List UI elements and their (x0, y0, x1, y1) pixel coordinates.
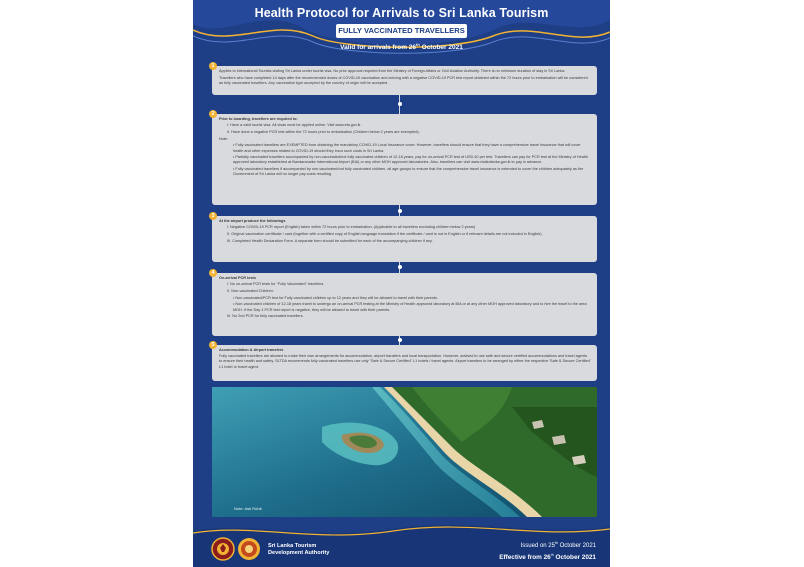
section-4-panel (212, 273, 597, 336)
section-1-line: Travellers who have completed 14 days after the recommended doses of COVID-19 vaccination and arriving with a negative COVID-19 PCR test report obtained within the 72 hours prior to embarkation will be considered as fully vaccinated travellers. Any vaccination type accepted by the country of origin will be accepted. (219, 75, 588, 85)
valid-prefix: Valid for arrivals from 26 (340, 44, 417, 52)
valid-suffix: October 2021 (419, 44, 463, 52)
photo-credit: Note: Ask Rohit (234, 506, 262, 511)
section-4-bullet: • Non-vaccinated children of 12-18 years travel to undergo an on-arrival PCR testing at the Ministry of Health approved laboratory at BIA or at any other MOH approved laboratory and to hire the travel to the area MOH. If the Day 1 PCR test report is negative, they will be allowed to travel with their parents. (233, 302, 587, 312)
poster-title: Health Protocol for Arrivals to Sri Lanka Tourism (254, 6, 549, 20)
section-3-item: II. Original vaccination certificate / card (together with a certified copy of English language translation if the certificate / card is not in English or if relevant details are not included in English). (227, 231, 543, 236)
section-2-bullet-text: Partially vaccinated travellers accompanied by non-vaccinated/not fully vaccinated children of 12-18 years, pay for on-arrival PCR test of USD 40 per test. Travellers can pay for PCR test at the Ministry of Health approved laboratory established at Bandaranaike International Airport (BIA) or any other MOH approved laboratories. Also, travellers can visit www.visitsrilanka.gov.lk to pay in advance. (233, 155, 588, 165)
section-2-heading: Prior to boarding, travellers are required to: (219, 117, 298, 121)
sltda-line-2: Development Authority (268, 550, 330, 556)
connector-dot (398, 102, 402, 106)
section-2-bullet: • Fully vaccinated travellers if accompanied by non-vaccinated/not fully vaccinated children, all age groups to ensure that the comprehensive travel insurance is extended to cover the children adequately as the Government of Sri Lanka will no longer pay costs resulting. (233, 167, 584, 177)
section-3-heading: At the airport produce the followings (219, 219, 286, 223)
issued-sup: th (554, 541, 558, 545)
section-4-tail: III. No 2nd PCR for fully vaccinated travellers. (227, 314, 304, 319)
valid-date (193, 42, 610, 51)
connector-dot (398, 338, 402, 342)
coastline-aerial-photo (212, 387, 597, 517)
issued-on (499, 539, 596, 551)
section-5-heading: Accommodation & Airport transfers (219, 348, 284, 352)
section-2-bullet-text: Fully vaccinated travellers are EXEMPTED from obtaining the mandatory COVID-19 Local Insurance cover. However, travellers should ensure that they have a comprehensive travel insurance that will cover health and other expenses related to COVID-19 should they incur such costs in Sri Lanka. (233, 143, 581, 153)
section-4-bullet: • Non-vaccinated/PCR test for Fully vaccinated children up to 12 years and they will be allowed to travel with their parents. (233, 295, 438, 300)
connector-dot (398, 265, 402, 269)
section-3-item: III. Completed Health Declaration Form. A separate form should be submitted for each of the accompanying children if any. (227, 238, 433, 243)
section-4-item: I. No on-arrival PCR tests for "Fully Vaccinated" travellers. (227, 282, 325, 287)
sltda-name (268, 543, 329, 557)
section-number: 3 (209, 212, 217, 220)
fully-vaccinated-banner: FULLY VACCINATED TRAVELLERS (336, 24, 467, 38)
section-4-bullet-text: Non-vaccinated children of 12-18 years travel to undergo an on-arrival PCR testing at the Ministry of Health approved laboratory at BIA or at any other MOH approved laboratory and to hire the travel to the area MOH. If the Day 1 PCR test report is negative, they will be allowed to travel with their parents. (233, 302, 587, 312)
issued-suffix: October 2021 (557, 543, 596, 549)
connector-dot (398, 209, 402, 213)
section-5-line: Fully vaccinated travellers are allowed to make their own arrangements for accommodation, airport transfers and local transportation. However, advised to use safe and secure certified accommodations and travel agents to ensure their health and safety. SLTDA recommends fully vaccinated travellers use only "Safe & Secure Certified" L1 hotels / travel agents. Airport transfers to be arranged by either the respective 'Safe & Secure Certified' L1 hotel or travel agent. (219, 354, 591, 369)
issued-prefix: Issued on 25 (520, 543, 555, 549)
section-2-bullet: • Partially vaccinated travellers accompanied by non-vaccinated/not fully vaccinated children of 12-18 years, pay for on-arrival PCR test of USD 40 per test. Travellers can pay for PCR test at the Ministry of Health approved laboratory established at Bandaranaike International Airport (BIA) or any other MOH approved laboratories. Also, travellers can visit www.visitsrilanka.gov.lk to pay in advance. (233, 155, 588, 165)
section-2-panel (212, 114, 597, 205)
national-emblem-icon (211, 536, 235, 562)
section-2-item: II. Have done a negative PCR test within the 72 hours prior to embarkation (Children below 2 years are exempted). (227, 129, 420, 134)
section-2-bullet: • Fully vaccinated travellers are EXEMPTED from obtaining the mandatory COVID-19 Local Insurance cover. However, travellers should ensure that they have a comprehensive travel insurance that will cover health and other expenses related to COVID-19 should they incur such costs in Sri Lanka. (233, 143, 581, 153)
section-4-item: II. Non-vaccinated Children: (227, 288, 274, 293)
section-3-panel (212, 216, 597, 262)
sltda-emblem-icon (237, 536, 261, 562)
section-1-panel (212, 66, 597, 95)
section-2-bullet-text: Fully vaccinated travellers if accompanied by non-vaccinated/not fully vaccinated children, all age groups to ensure that the comprehensive travel insurance is extended to cover the children adequately as the Government of Sri Lanka will no longer pay costs resulting. (233, 167, 584, 177)
section-4-bullet-text: Non-vaccinated/PCR test for Fully vaccinated children up to 12 years and they will be allowed to travel with their parents. (235, 295, 438, 300)
valid-sup: th (416, 42, 420, 47)
effective-prefix: Effective from 26 (499, 554, 551, 561)
poster (193, 0, 610, 567)
section-3-item: I. Negative COVID-19 PCR report (English) taken within 72 hours prior to embarkation. (Applicable to all travellers excluding children below 2 years) (227, 225, 476, 230)
section-2-note-label: Note: (219, 136, 229, 141)
section-5-panel (212, 345, 597, 381)
issued-dates (499, 539, 596, 563)
section-number: 1 (209, 62, 217, 70)
section-number: 2 (209, 110, 217, 118)
sltda-line-1: Sri Lanka Tourism (268, 543, 317, 549)
effective-from (499, 551, 596, 563)
effective-sup: th (550, 553, 554, 557)
coastline-illustration (212, 387, 597, 517)
effective-suffix: October 2021 (553, 554, 596, 561)
section-4-heading: On-arrival PCR tests (219, 276, 256, 280)
section-2-item: I. Have a valid tourist visa. All visas must be applied online. Visit www.eta.gov.lk (227, 123, 361, 128)
section-1-line: Applies to international Tourists visiting Sri Lanka under tourist visa. No prior approval required from the Ministry of Foreign Affairs or Civil Aviation Authority. There is no minimum duration of stay in Sri Lanka. (219, 69, 566, 73)
section-number: 5 (209, 341, 217, 349)
section-number: 4 (209, 269, 217, 277)
